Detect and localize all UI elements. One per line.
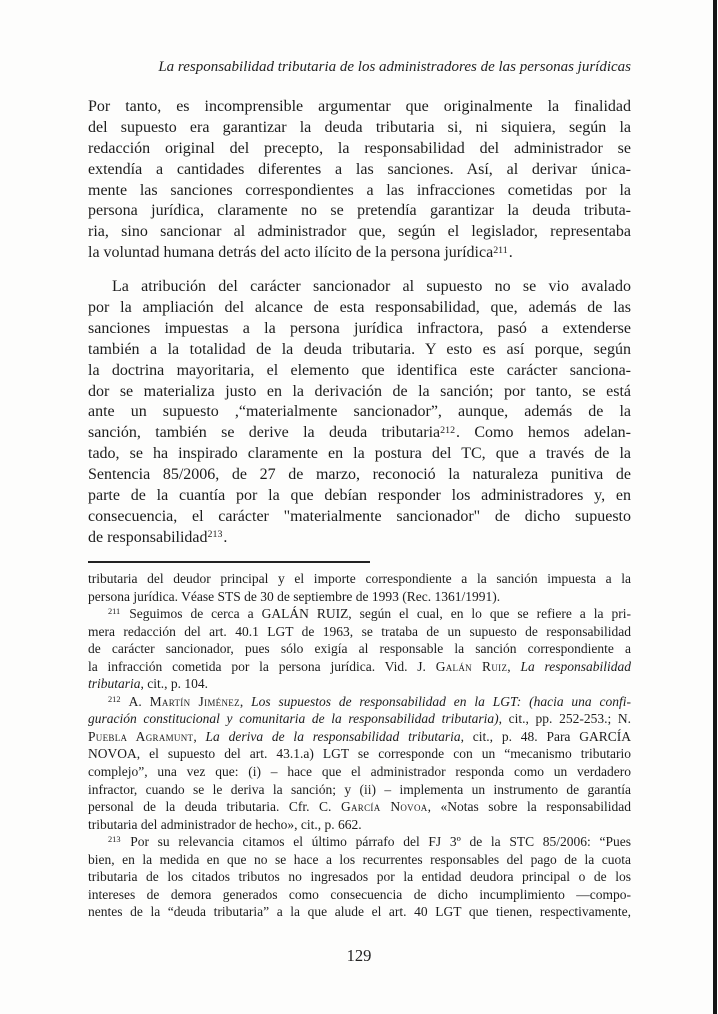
text-run: Por su relevancia citamos el último párrafo del FJ 3º de la STC 85/2006: “Pues: [121, 834, 631, 850]
smallcaps-run: García Novoa: [340, 799, 428, 815]
text-line: [88, 139, 631, 160]
text-line: [88, 423, 631, 444]
text-line: [88, 816, 631, 834]
text-line: [88, 868, 631, 886]
text-line: [88, 640, 631, 658]
text-run: personal de la deuda tributaria. Cfr. C.: [88, 799, 341, 815]
text-line: [88, 886, 631, 904]
text-run: . Como hemos adelan-: [456, 424, 632, 442]
text-run: tributaria de los citados tributos no ingresados por la entidad deudora principal o de los: [88, 869, 631, 885]
text-run: sanciones impuestas a la persona jurídica infractora, pasó a extenderse: [88, 319, 631, 337]
footnote-ref: 213: [207, 529, 223, 541]
text-line: [88, 201, 631, 222]
text-line: [88, 486, 631, 507]
smallcaps-run: Martín Jiménez: [149, 693, 240, 709]
text-line: [88, 745, 631, 763]
text-run: la voluntad humana detrás del acto ilícito de la persona jurídica: [88, 244, 494, 262]
footnote-ref: 211: [493, 244, 508, 256]
text-run: ,: [193, 728, 206, 744]
text-line: [88, 243, 631, 264]
text-run: del supuesto era garantizar la deuda tributaria si, ni siquiera, según la: [88, 118, 631, 136]
text-run: por la ampliación del alcance de esta responsabilidad, que, además de las: [88, 299, 631, 317]
text-line: [88, 118, 631, 139]
text-run: ,: [239, 693, 252, 709]
text-run: extendía a cantidades diferentes a las sanciones. Así, al derivar única-: [88, 160, 631, 178]
italic-run: La deriva de la responsabilidad tributaria: [205, 728, 461, 744]
text-line: [88, 444, 631, 465]
text-run: .: [223, 528, 228, 546]
text-line: [88, 97, 631, 118]
text-line: [88, 798, 631, 816]
text-run: .: [508, 244, 513, 262]
text-line: [88, 710, 631, 728]
text-run: intereses de demora generados como consecuencia de dicho incumplimiento —compo-: [88, 886, 631, 902]
text-run: , «Notas sobre la responsabilidad: [427, 799, 631, 815]
text-run: ante un supuesto ,“materialmente sancionador”, aunque, además de la: [88, 403, 631, 421]
text-line: [88, 465, 631, 486]
text-line: [88, 781, 631, 799]
text-run: persona jurídica, claramente no se pretendía garantizar la deuda tributa-: [88, 202, 631, 220]
text-run: parte de la cuantía por la que debían responder los administradores y, en: [88, 487, 631, 505]
text-line: [88, 763, 631, 781]
text-line: [88, 181, 631, 202]
text-run: NOVOA, el supuesto del art. 43.1.a) LGT se corresponde con un “mecanismo tributario: [88, 746, 631, 762]
text-run: , cit., p. 48. Para GARCÍA: [460, 728, 631, 744]
body-text: [88, 97, 631, 549]
text-run: mente las sanciones correspondientes a las infracciones cometidas por la: [88, 181, 631, 199]
footnote-continuation: [88, 570, 631, 605]
italic-run: guración constitucional y comunitaria de la responsabilidad tributaria): [88, 711, 499, 727]
footnote-ref: 212: [108, 695, 121, 705]
footnotes-section: [88, 570, 631, 921]
italic-run: tributaria: [88, 676, 141, 692]
text-run: la doctrina mayoritaria, el elemento que identifica este carácter sanciona-: [88, 361, 631, 379]
text-run: ,: [507, 658, 521, 674]
footnote-213: [88, 833, 631, 921]
text-run: tado, se ha inspirado claramente en la postura del TC, que a través de la: [88, 445, 631, 463]
text-line: [88, 623, 631, 641]
footnote-separator-rule: [88, 561, 370, 563]
footnote-211: [88, 605, 631, 693]
text-run: Sentencia 85/2006, de 27 de marzo, reconoció la naturaleza punitiva de: [88, 466, 631, 484]
text-line: [88, 728, 631, 746]
text-line: [88, 340, 631, 361]
text-run: nentes de la “deuda tributaria” a la que alude el art. 40 LGT que tienen, respectivamente,: [88, 904, 631, 920]
text-line: [88, 833, 631, 851]
text-line: [88, 361, 631, 382]
text-run: tributaria del deudor principal y el importe correspondiente a la sanción impuesta a la: [88, 571, 631, 586]
text-run: consecuencia, el carácter "materialmente sancionador" de dicho supuesto: [88, 507, 631, 525]
text-run: mera redacción del art. 40.1 LGT de 1963, se trataba de un supuesto de responsabilidad: [88, 623, 631, 639]
text-run: la infracción cometida por la persona jurídica. Vid. J.: [88, 658, 436, 674]
text-line: [88, 298, 631, 319]
text-line: [88, 675, 631, 693]
text-run: sanción, también se derive la deuda tributaria: [88, 424, 441, 442]
text-line: [88, 222, 631, 243]
text-run: bien, en la medida en que no se hace a los recurrentes responsables del pago de la cuota: [88, 851, 631, 867]
italic-run: Los supuestos de responsabilidad en la LGT: (hacia una confi-: [251, 693, 632, 709]
text-line: [88, 903, 631, 921]
text-line: [88, 277, 631, 298]
text-line: [88, 507, 631, 528]
text-line: [88, 570, 631, 588]
text-run: redacción original del precepto, la responsabilidad del administrador se: [88, 139, 631, 157]
scan-edge-line: [713, 0, 717, 1014]
text-run: Por tanto, es incomprensible argumentar que originalmente la finalidad: [88, 98, 631, 115]
text-run: complejo”, una vez que: (i) – hace que el administrador responda como un verdadero: [88, 764, 631, 780]
paragraph-2: [88, 277, 631, 549]
text-line: [88, 605, 631, 623]
text-line: [88, 528, 631, 549]
text-run: La atribución del carácter sancionador al supuesto no se vio avalado: [112, 278, 631, 296]
text-run: también a la totalidad de la deuda tributaria. Y esto es así porque, según: [88, 340, 631, 358]
text-run: tributaria del administrador de hecho», cit., p. 662.: [88, 816, 362, 832]
text-run: , cit., p. 104.: [140, 676, 209, 692]
text-line: [88, 693, 631, 711]
text-line: [88, 382, 631, 403]
text-run: , cit., pp. 252-253.; N.: [498, 711, 631, 727]
text-run: Seguimos de cerca a GALÁN RUIZ, según el cual, en lo que se refiere a la pri-: [121, 606, 631, 622]
running-header: [88, 58, 631, 77]
smallcaps-run: Galán Ruiz: [435, 658, 508, 674]
paragraph-1: [88, 97, 631, 264]
smallcaps-run: Puebla Agramunt: [88, 728, 194, 744]
footnote-ref: 213: [108, 835, 121, 845]
text-run: ria, sino sancionar al administrador que, según el legislador, representaba: [88, 223, 631, 241]
text-run: infractor, cuando se le deriva la sanción; y (ii) – implementa un instrumento de garantía: [88, 781, 631, 797]
text-line: [88, 160, 631, 181]
italic-run: La responsabilidad: [520, 658, 632, 674]
text-run: de responsabilidad: [88, 528, 208, 546]
footnote-ref: 211: [108, 607, 121, 617]
running-header-text: La responsabilidad tributaria de los administradores de las personas jurídicas: [158, 59, 631, 75]
text-line: [88, 851, 631, 869]
text-line: [88, 319, 631, 340]
text-line: [88, 588, 631, 606]
footnote-212: [88, 693, 631, 833]
text-run: persona jurídica. Véase STS de 30 de septiembre de 1993 (Rec. 1361/1991).: [88, 588, 501, 604]
text-line: [88, 402, 631, 423]
page-number: 129: [346, 946, 372, 965]
footnote-ref: 212: [440, 424, 456, 436]
text-line: [88, 658, 631, 676]
text-run: de carácter sancionador, pues sólo exigía al responsable la sanción correspondiente a: [88, 641, 631, 657]
text-run: dor se materializa justo en la derivación de la sanción; por tanto, se está: [88, 382, 631, 400]
text-run: A.: [121, 693, 150, 709]
